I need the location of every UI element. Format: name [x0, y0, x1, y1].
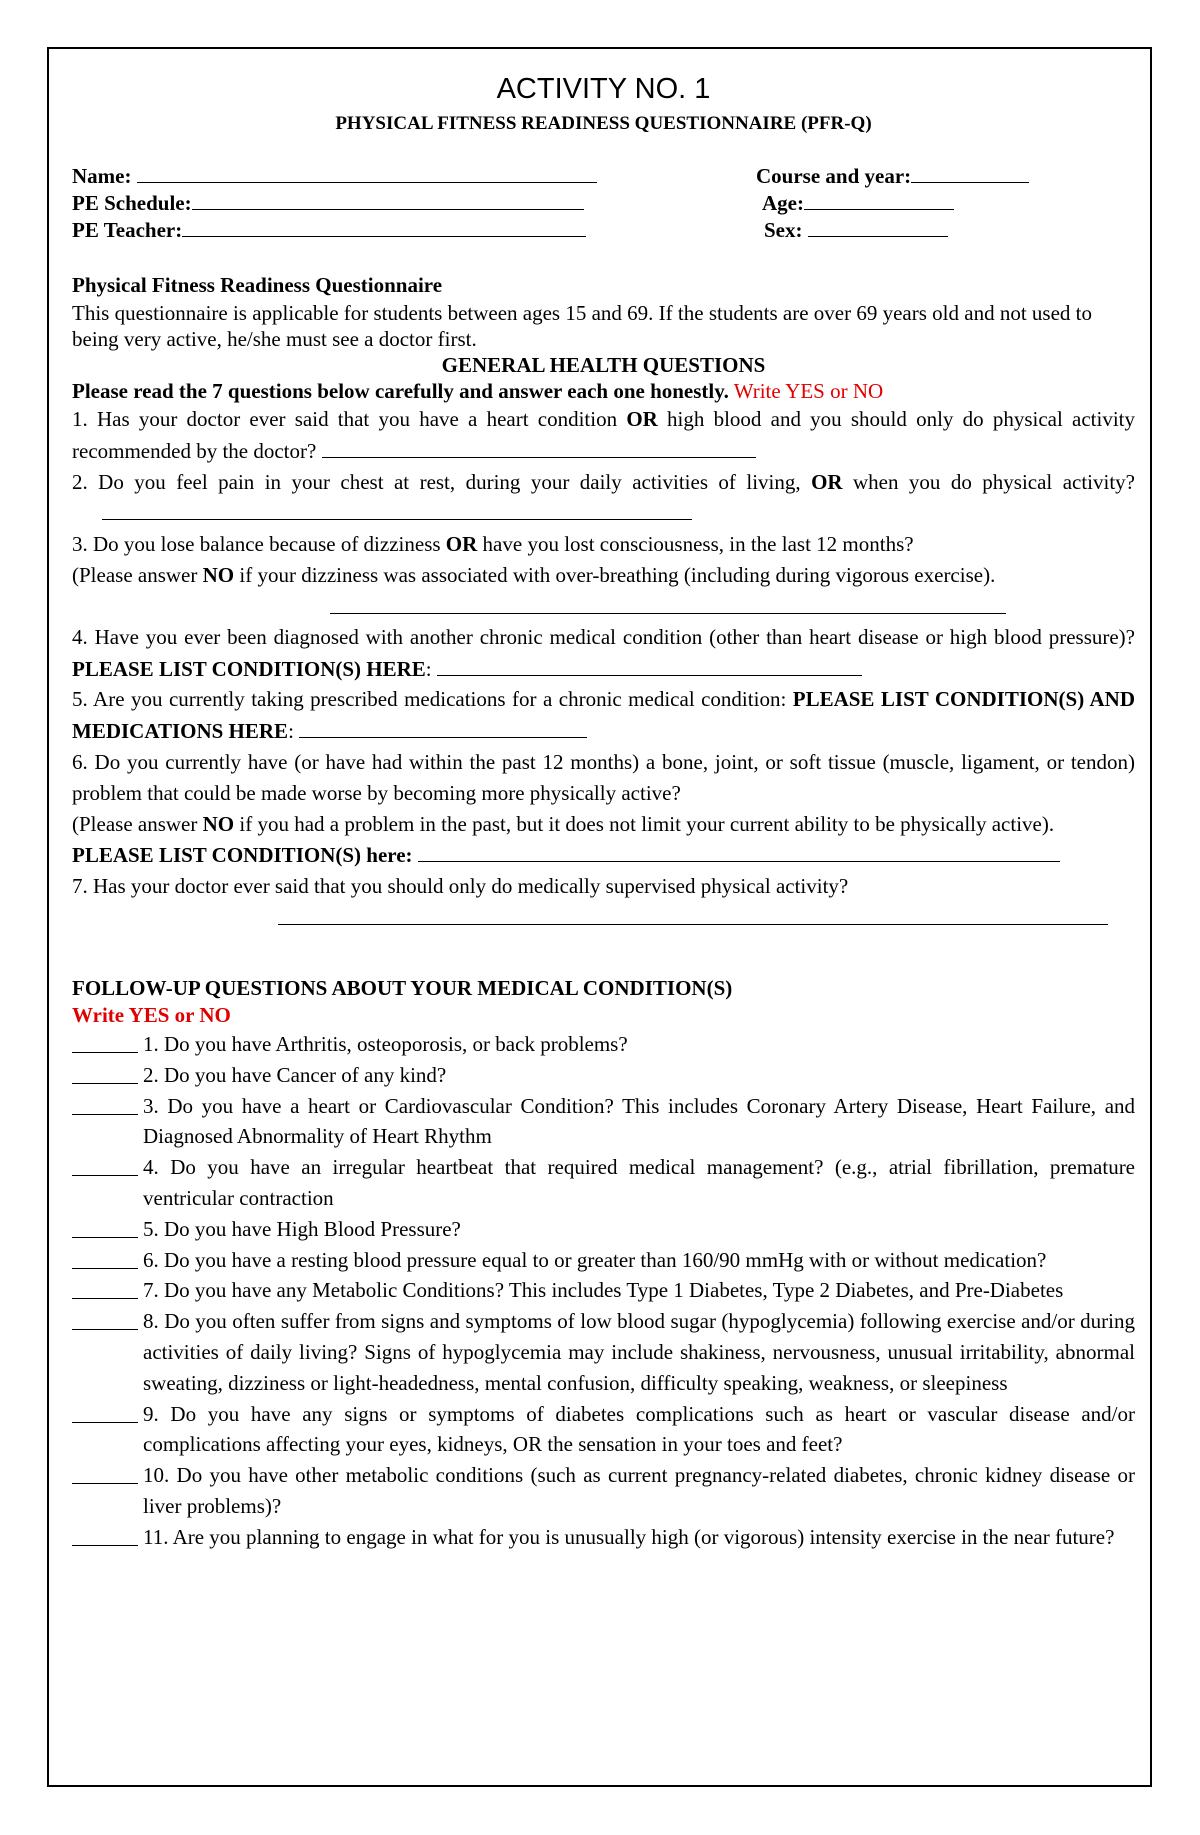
- q6-note-b: if you had a problem in the past, but it does not limit your current ability to be physically active).: [239, 811, 1055, 836]
- q6-note-a: (Please answer: [72, 811, 198, 836]
- general-question-1: [72, 404, 1135, 467]
- q5-text-b: PLEASE LIST CONDITION(S) AND MEDICATIONS HERE: [72, 687, 1136, 744]
- general-question-3: [72, 529, 1135, 560]
- general-question-2: [72, 467, 1135, 530]
- q2-text-a: 2. Do you feel pain in your chest at rest, during your daily activities of living,: [72, 469, 801, 494]
- followup-item-number: 5.: [143, 1216, 159, 1241]
- activity-title: ACTIVITY NO. 1: [496, 73, 711, 105]
- q2-or: OR: [811, 469, 843, 494]
- followup-item: [72, 1060, 1135, 1091]
- followup-item-text: Do you have Cancer of any kind?: [164, 1062, 447, 1087]
- followup-item-number: 11.: [143, 1524, 169, 1549]
- general-question-3-note: [72, 560, 1135, 591]
- followup-item-number: 2.: [143, 1062, 159, 1087]
- followup-answer-blank[interactable]: [72, 1306, 138, 1330]
- followup-item-text: Do you have any signs or symptoms of diabetes complications such as heart or vascular disease and/or complications affecting your eyes, kidneys, OR the sensation in your toes and feet?: [143, 1401, 1135, 1457]
- followup-item-text: Do you have High Blood Pressure?: [164, 1216, 461, 1241]
- intro-text: This questionnaire is applicable for students between ages 15 and 69. If the students are over 69 years old and not used to being very active, he/she must see a doctor first.: [72, 301, 1092, 351]
- pe-teacher-label: PE Teacher:: [72, 218, 183, 242]
- info-row-1: [72, 163, 1135, 190]
- followup-item: [72, 1245, 1135, 1276]
- q3-note-b: if your dizziness was associated with over-breathing (including during vigorous exercise).: [239, 562, 996, 587]
- course-year-field[interactable]: [911, 163, 1029, 183]
- q3-text-a: 3. Do you lose balance because of dizziness: [72, 532, 441, 557]
- sex-field[interactable]: [808, 217, 948, 237]
- followup-item-number: 3.: [143, 1093, 159, 1118]
- instruction: [72, 378, 1135, 404]
- name-field[interactable]: [137, 163, 597, 183]
- q5-text-a: 5. Are you currently taking prescribed medications for a chronic medical condition:: [72, 687, 787, 712]
- q4-text-b: PLEASE LIST CONDITION(S) HERE: [72, 656, 426, 681]
- followup-item-text: Do you have a heart or Cardiovascular Condition? This includes Coronary Artery Disease, Heart Failure, and Diagnosed Abnormality of Heart Rhythm: [143, 1093, 1136, 1149]
- general-question-7: 7. Has your doctor ever said that you should only do medically supervised physical activity?: [72, 874, 849, 899]
- age-label: Age:: [762, 191, 804, 215]
- followup-heading: FOLLOW-UP QUESTIONS ABOUT YOUR MEDICAL CONDITION(S): [72, 975, 733, 1000]
- q6-list-label: PLEASE LIST CONDITION(S) here:: [72, 843, 413, 868]
- followup-instruction: Write YES or NO: [72, 1002, 231, 1027]
- q7-answer-line[interactable]: [278, 902, 1108, 925]
- general-question-6-list: [72, 839, 1135, 871]
- followup-item-text: Do you have any Metabolic Conditions? This includes Type 1 Diabetes, Type 2 Diabetes, and Pre-Diabetes: [164, 1278, 1064, 1303]
- followup-item-number: 7.: [143, 1278, 159, 1303]
- q3-note-a: (Please answer: [72, 562, 198, 587]
- q3-note-no: NO: [202, 562, 235, 587]
- pe-schedule-label: PE Schedule:: [72, 191, 192, 215]
- followup-item-text: Do you have a resting blood pressure equal to or greater than 160/90 mmHg with or without medication?: [164, 1247, 1047, 1272]
- followup-answer-blank[interactable]: [72, 1522, 138, 1546]
- instruction-text: Please read the 7 questions below carefully and answer each one honestly.: [72, 379, 729, 403]
- q2-text-b: when you do physical activity?: [853, 469, 1136, 494]
- q3-or: OR: [445, 532, 478, 557]
- followup-answer-blank[interactable]: [72, 1060, 138, 1084]
- pe-schedule-field[interactable]: [192, 190, 584, 210]
- followup-item: [72, 1460, 1135, 1522]
- q7-answer-row: [72, 902, 1135, 933]
- followup-item: [72, 1029, 1135, 1060]
- q3-answer-row: [72, 591, 1135, 622]
- q2-answer-line[interactable]: [102, 497, 692, 520]
- instruction-write-yes-no: Write YES or NO: [733, 379, 884, 403]
- questionnaire-subtitle: PHYSICAL FITNESS READINESS QUESTIONNAIRE (PFR-Q): [335, 113, 872, 134]
- general-question-6: 6. Do you currently have (or have had within the past 12 months) a bone, joint, or soft tissue (muscle, ligament, or tendon) problem that could be made worse by becoming more physically active?: [72, 749, 1135, 805]
- general-question-4: 4. Have you ever been diagnosed with another chronic medical condition (other than heart disease or high blood pressure)? PLEASE LIST CONDITION(S) HERE:: [72, 624, 1135, 681]
- followup-list: [72, 1029, 1135, 1553]
- intro-heading: Physical Fitness Readiness Questionnaire: [72, 273, 443, 297]
- document-page: [47, 47, 1152, 1787]
- followup-item: [72, 1091, 1135, 1153]
- q1-text-a: 1. Has your doctor ever said that you have a heart condition: [72, 407, 618, 431]
- q4-text-a: 4. Have you ever been diagnosed with another chronic medical condition (other than heart disease or high blood pressure)?: [72, 624, 1135, 649]
- info-row-2: [72, 190, 1135, 217]
- questionnaire: [72, 69, 1135, 1553]
- followup-item-text: Do you have Arthritis, osteoporosis, or back problems?: [164, 1031, 628, 1056]
- followup-item: [72, 1214, 1135, 1245]
- q3-text-b: have you lost consciousness, in the last 12 months?: [482, 532, 914, 557]
- followup-item: [72, 1275, 1135, 1306]
- followup-item-text: Are you planning to engage in what for you is unusually high (or vigorous) intensity exercise in the near future?: [172, 1524, 1115, 1549]
- followup-answer-blank[interactable]: [72, 1029, 138, 1053]
- followup-item: [72, 1152, 1135, 1214]
- q3-answer-line[interactable]: [330, 591, 1006, 614]
- general-health-heading: GENERAL HEALTH QUESTIONS: [441, 353, 766, 377]
- followup-item-text: Do you often suffer from signs and symptoms of low blood sugar (hypoglycemia) following exercise and/or during activities of daily living? Signs of hypoglycemia may include shakiness, nervousness, unusual irritability, abnormal sweating, dizziness or light-headedness, mental confusion, difficulty speaking, weakness, or sleepiness: [143, 1309, 1136, 1395]
- age-field[interactable]: [804, 190, 954, 210]
- followup-item-number: 6.: [143, 1247, 159, 1272]
- name-label: Name:: [72, 164, 132, 188]
- followup-answer-blank[interactable]: [72, 1245, 138, 1269]
- pe-teacher-field[interactable]: [182, 217, 586, 237]
- followup-item-text: Do you have other metabolic conditions (such as current pregnancy-related diabetes, chronic kidney disease or liver problems)?: [143, 1463, 1135, 1518]
- followup-item: [72, 1399, 1135, 1461]
- followup-answer-blank[interactable]: [72, 1275, 138, 1299]
- followup-item-number: 8.: [143, 1309, 159, 1334]
- followup-item-number: 10.: [143, 1463, 170, 1488]
- general-question-5: 5. Are you currently taking prescribed medications for a chronic medical condition: PLEASE LIST CONDITION(S) AND MEDICATIONS HERE:: [72, 687, 1136, 744]
- q4-answer-line[interactable]: [437, 653, 862, 676]
- followup-item-number: 9.: [143, 1401, 159, 1426]
- q5-answer-line[interactable]: [299, 715, 587, 738]
- followup-item-text: Do you have an irregular heartbeat that required medical management? (e.g., atrial fibrillation, premature ventricular contraction: [143, 1155, 1136, 1210]
- info-row-3: [72, 217, 1135, 244]
- q6-note-no: NO: [202, 811, 235, 836]
- student-info: [72, 163, 1135, 245]
- followup-item: [72, 1522, 1135, 1553]
- followup-answer-blank[interactable]: [72, 1460, 138, 1484]
- followup-item-number: 1.: [143, 1031, 159, 1056]
- q1-answer-line[interactable]: [322, 435, 756, 458]
- followup-answer-blank[interactable]: [72, 1399, 138, 1423]
- q6-answer-line[interactable]: [418, 839, 1060, 862]
- followup-item-number: 4.: [143, 1155, 159, 1180]
- followup-answer-blank[interactable]: [72, 1091, 138, 1115]
- followup-answer-blank[interactable]: [72, 1214, 138, 1238]
- followup-item: [72, 1306, 1135, 1398]
- followup-answer-blank[interactable]: [72, 1152, 138, 1176]
- q1-text-b: high blood and you should only do physical activity recommended by the doctor?: [72, 407, 1136, 463]
- q1-or: OR: [626, 407, 658, 431]
- general-question-6-note: [72, 809, 1135, 840]
- course-year-label: Course and year:: [756, 164, 912, 188]
- sex-label: Sex:: [764, 218, 803, 242]
